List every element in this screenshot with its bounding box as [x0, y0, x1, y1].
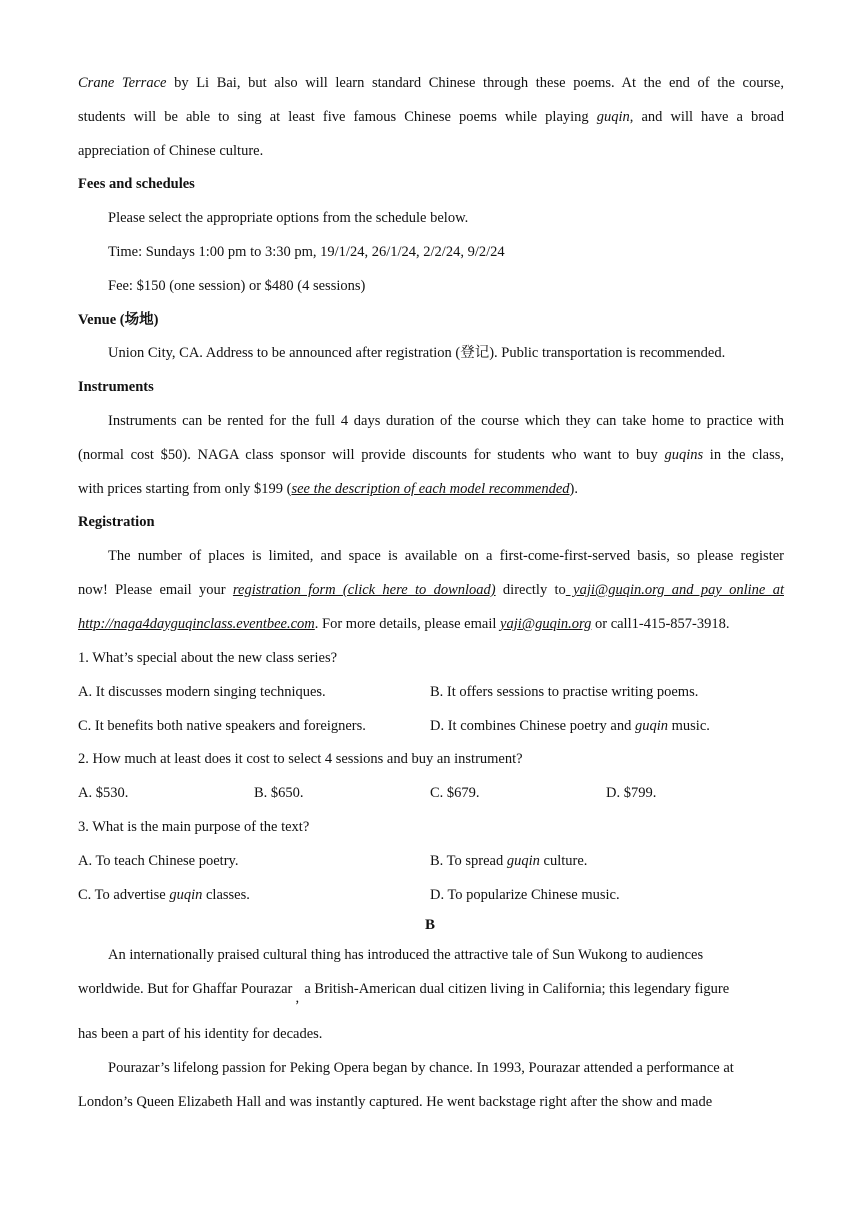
- instruments-line-2: (normal cost $50). NAGA class sponsor will provide discounts for students who want to buy guqins in the class,: [78, 447, 784, 463]
- q1-option-b: B. It offers sessions to practise writing poems.: [430, 684, 699, 700]
- fees-instruction: Please select the appropriate options from the schedule below.: [108, 210, 469, 226]
- section-b-p1-line-3: has been a part of his identity for decades.: [78, 1026, 323, 1042]
- instruments-line-3: with prices starting from only $199 (see the description of each model recommended).: [78, 481, 579, 497]
- q1-option-a: A. It discusses modern singing techniques.: [78, 684, 326, 700]
- fees-heading: Fees and schedules: [78, 176, 195, 192]
- registration-line-2: now! Please email your registration form (click here to download) directly to yaji@guqin.org and pay online at: [78, 582, 784, 598]
- intro-line-3: appreciation of Chinese culture.: [78, 143, 264, 159]
- registration-heading: Registration: [78, 514, 155, 530]
- registration-line-3: http://naga4dayguqinclass.eventbee.com. For more details, please email yaji@guqin.org or call1-415-857-3918.: [78, 616, 730, 632]
- registration-form-link[interactable]: registration form (click here to download): [232, 582, 496, 598]
- section-b-heading: B: [424, 917, 435, 933]
- q3-option-d: D. To popularize Chinese music.: [430, 887, 620, 903]
- q3-option-b: B. To spread guqin culture.: [430, 853, 588, 869]
- section-b-p1-line-1: An internationally praised cultural thing has introduced the attractive tale of Sun Wukong to audiences: [108, 947, 704, 963]
- q2-option-c: C. $679.: [430, 785, 480, 801]
- fees-time: Time: Sundays 1:00 pm to 3:30 pm, 19/1/24, 26/1/24, 2/2/24, 9/2/24: [108, 244, 505, 260]
- venue-text: Union City, CA. Address to be announced after registration (登记). Public transportation is recommended.: [108, 345, 726, 361]
- fees-price: Fee: $150 (one session) or $480 (4 sessions): [108, 278, 366, 294]
- instruments-line-1: Instruments can be rented for the full 4 days duration of the course which they can take home to practice with: [108, 413, 784, 429]
- section-b-p1-line-2: worldwide. But for Ghaffar Pourazar,a British-American dual citizen living in California; this legendary figure: [78, 981, 730, 1006]
- eventbee-link[interactable]: http://naga4dayguqinclass.eventbee.com: [78, 616, 315, 632]
- section-b-p2-line-2: London’s Queen Elizabeth Hall and was instantly captured. He went backstage right after the show and made: [78, 1094, 713, 1110]
- q3-option-a: A. To teach Chinese poetry.: [78, 853, 239, 869]
- q1-option-d: D. It combines Chinese poetry and guqin music.: [430, 718, 710, 734]
- q2-option-d: D. $799.: [606, 785, 657, 801]
- intro-line-1: Crane Terrace by Li Bai, but also will learn standard Chinese through these poems. At the end of the course,: [78, 75, 784, 91]
- question-1: 1. What’s special about the new class series?: [78, 650, 338, 666]
- q3-option-c: C. To advertise guqin classes.: [78, 887, 250, 903]
- model-description-link[interactable]: see the description of each model recommended: [291, 481, 570, 497]
- q2-option-a: A. $530.: [78, 785, 129, 801]
- q2-option-b: B. $650.: [254, 785, 304, 801]
- instruments-heading: Instruments: [78, 379, 154, 395]
- venue-heading: Venue (场地): [78, 312, 159, 328]
- intro-line-2: students will be able to sing at least five famous Chinese poems while playing guqin, and will have a broad: [78, 109, 784, 125]
- contact-email-link[interactable]: yaji@guqin.org: [500, 616, 592, 632]
- q1-option-c: C. It benefits both native speakers and foreigners.: [78, 718, 366, 734]
- question-3: 3. What is the main purpose of the text?: [78, 819, 310, 835]
- stray-comma: ,: [295, 990, 300, 1006]
- section-b-p2-line-1: Pourazar’s lifelong passion for Peking Opera began by chance. In 1993, Pourazar attended a performance at: [108, 1060, 734, 1076]
- registration-email-link[interactable]: yaji@guqin.org and pay online at: [565, 582, 784, 598]
- registration-line-1: The number of places is limited, and space is available on a first-come-first-served basis, so please register: [108, 548, 784, 564]
- question-2: 2. How much at least does it cost to select 4 sessions and buy an instrument?: [78, 751, 523, 767]
